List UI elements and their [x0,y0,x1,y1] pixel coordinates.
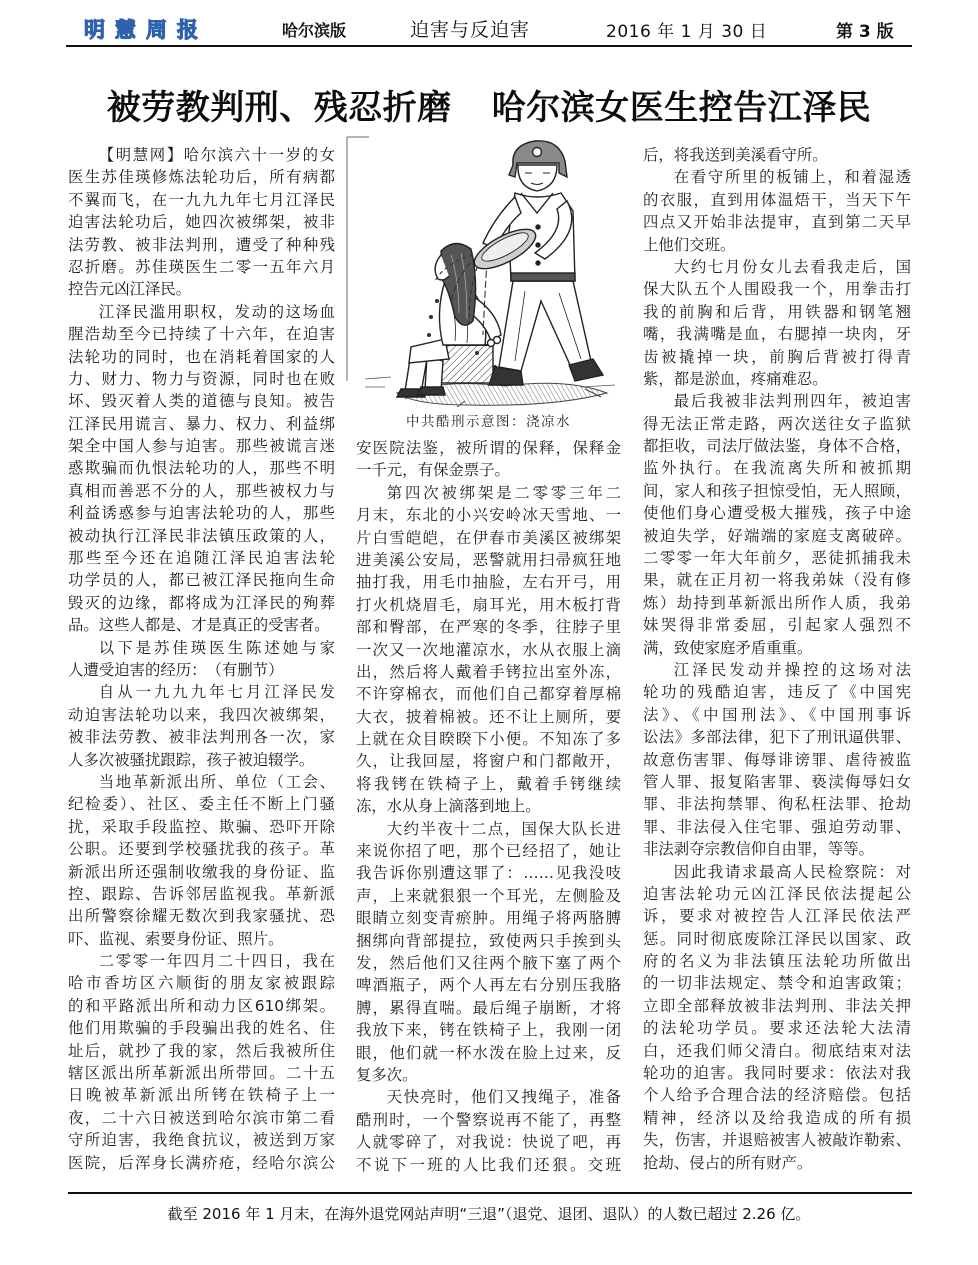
statement-text-line: 医院，后浑身长满疥疮，经哈尔滨公 [68,1153,335,1172]
intro-text-line: 迫害法轮功后，她四次被绑架，被非 [68,213,335,232]
column-1 [68,144,335,1175]
statement-text-line: 眼睛立刻变青瘀肿。用绳子将两胳膊 [356,909,621,928]
statement-text-line: 部和臀部，在严寒的冬季，往脖子里 [356,618,621,637]
statement-text-line: 在看守所里的板铺上，和着湿透 [673,168,911,187]
statement-text-line: 扰，采取手段监控、欺骗、恐吓开除 [68,817,335,836]
intro-text-line: 法劳教、被非法判刑，遭受了种种残 [68,235,335,254]
edition-label: 哈尔滨版 [282,21,347,40]
intro-text-line: 忍折磨。苏佳瑛医生二零一五年六月 [68,257,335,276]
statement-text-line: 冻，水从身上滴落到地上。 [356,797,541,816]
statement-text-line: 四点又开始非法提审，直到第二天早 [643,213,911,232]
statement-text-line: 因此我请求最高人民检察院：对 [673,862,911,881]
statement-text-line: 二零零一年四月二十四日，我在 [98,952,335,971]
figure-caption: 中共酷刑示意图：浇凉水 [406,414,571,430]
statement-text-line: 故意伤害罪、侮辱诽谤罪、虐待被监 [643,750,911,769]
statement-text-line: 的一切非法规定、禁令和迫害政策； [643,974,911,993]
intro-text-line: 人遭受迫害的经历： （有删节） [68,660,284,679]
statement-text-line: 控、跟踪、告诉邻居监视我。革新派 [68,884,335,903]
statement-text-line: 人多次被骚扰跟踪，孩子被迫辍学。 [68,750,315,769]
statement-text-line: 出所警察徐耀无数次到我家骚扰、恐 [68,907,335,926]
statement-text-line: 惩。同时彻底废除江泽民以国家、政 [643,929,911,948]
statement-text-line: 天快亮时，他们又拽绳子，准备 [386,1088,621,1107]
intro-text-line: 以下是苏佳瑛医生陈述她与家 [98,638,335,657]
statement-text-line: 管人罪、报复陷害罪、亵渎侮辱妇女 [643,772,911,791]
statement-text-line: 齿被撬掉一块，前胸后背被打得青 [643,347,911,366]
frame [347,137,369,381]
torture-illustration [345,131,620,409]
statement-text-line: 抢劫、侵占的所有财产。 [643,1153,813,1172]
intro-text-line: 利益诱惑参与迫害法轮功的人，那些 [68,504,335,523]
statement-text-line: 发，然后他们又往两个腋下塞了两个 [356,953,621,972]
statement-text-line: 纪检委）、社区、委主任不断上门骚 [68,795,335,814]
statement-text-line: 满，致使家庭矛盾重重。 [643,638,813,657]
statement-text-line: 被非法劳教、被非法判刑各一次，家 [68,728,335,747]
statement-text-line: 炼）劫持到革新派出所作人质，我弟 [643,593,911,612]
statement-text-line: 的衣服，直到用体温焐干，当天下午 [643,190,911,209]
statement-text-line: 夜，二十六日被送到哈尔滨市第二看 [68,1108,335,1127]
statement-text-line: 守所迫害，我绝食抗议，被送到万家 [68,1131,335,1150]
statement-text-line: 第四次被绑架是二零零三年二 [386,483,621,502]
statement-text-line: 轮功的迫害。我同时要求：依法对我 [643,1064,911,1083]
statement-text-line: 白，还我们师父清白。彻底结束对法 [643,1041,911,1060]
intro-text-line: 法轮功的同时，也在消耗着国家的人 [68,347,335,366]
publication-logo: 明慧周报 [84,18,208,42]
statement-text-line: 我告诉你别遭这罪了：……见我没吱 [356,864,621,883]
statement-text-line: 久，让我回屋，将窗户和门都敞开， [356,752,621,771]
statement-text-line: 抽打我，用毛巾抽脸，左右开弓，用 [356,573,621,592]
statement-text-line: 膊，累得直喘。最后绳子崩断，才将 [356,998,621,1017]
statement-text-line: 精神，经济以及给我造成的所有损 [643,1108,911,1127]
statement-text-line: 出，然后将人戴着手铐拉出室外冻， [356,662,621,681]
statement-text-line: 人就零碎了，对我说：快说了吧，再 [356,1133,621,1152]
statement-text-line: 自从一九九九年七月江泽民发 [98,683,335,702]
statement-text-line: 罪、非法侵入住宅罪、强迫劳动罪、 [643,817,911,836]
statement-text-line: 诉，要求对被控告人江泽民依法严 [643,907,911,926]
statement-text-line: 的和平路派出所和动力区610绑架。 [68,996,335,1015]
headline-part-2: 哈尔滨女医生控告江泽民 [491,88,872,128]
footer-rule [68,1192,912,1194]
statement-text-line: 紫，都是淤血，疼痛难忍。 [643,369,828,388]
statement-text-line: 安医院法鉴，被所谓的保释，保释金 [356,439,621,457]
statement-text-line: 立即全部释放被非法判刑、非法关押 [643,996,911,1015]
statement-text-line: 个人给予合理合法的经济赔偿。包括 [643,1086,911,1105]
statement-text-line: 法》、《中国刑法》、《中国刑事诉 [643,705,911,724]
statement-text-line: 进美溪公安局，恶警就用扫帚疯狂地 [356,550,621,569]
statement-text-line: 大衣，披着棉被。还不让上厕所，要 [356,707,621,726]
statement-text-line: 讼法》多部法律，犯下了刑讯逼供罪、 [643,728,911,747]
statement-text-line: 轮功的残酷迫害，违反了《中国宪 [643,683,911,702]
intro-text-line: 腥浩劫至今已持续了十六年，在迫害 [68,325,335,344]
statement-text-line: 他们用欺骗的手段骗出我的姓名、住 [68,1019,335,1038]
statement-text-line: 失，伤害，并退赔被害人被敲诈勒索、 [643,1131,911,1150]
statement-text-line: 嘴，我满嘴是血，右腮掉一块肉，牙 [643,325,911,344]
section-label: 迫害与反迫害 [410,19,531,41]
headline-part-1: 被劳教判刑、残忍折磨 [106,88,452,128]
statement-text-line: 当地革新派出所、单位（工会、 [98,772,335,791]
intro-text-line: 【明慧网】哈尔滨六十一岁的女 [98,146,335,164]
intro-text-line: 品。这些人都是、才是真正的受害者。 [68,616,330,635]
statement-text-line: 的法轮功学员。要求还法轮大法清 [643,1019,911,1038]
statement-text-line: 江泽民发动并操控的这场对法 [673,660,911,679]
statement-text-line: 啤酒瓶子，两个人再左右分别压我胳 [356,976,621,995]
statement-text-line: 上就在众目睽睽下小便。不知冻了多 [356,730,621,749]
header-rule [66,45,912,47]
column-2-text [356,437,621,1177]
intro-text-line: 不翼而飞，在一九九九年七月江泽民 [68,190,335,209]
statement-text-line: 酷刑时，一个警察说再不能了，再整 [356,1110,621,1129]
statement-text-line: 不说下一班的人比我们还狠。交班 [356,1155,621,1174]
statement-text-line: 监外执行。在我流离失所和被抓期 [643,459,911,478]
statement-text-line: 辖区派出所革新派出所带回。二十五 [68,1064,335,1083]
statement-text-line: 罪、非法拘禁罪、徇私枉法罪、抢劫 [643,795,911,814]
statement-text-line: 后，将我送到美溪看守所。 [643,146,828,164]
intro-text-line: 江泽民用谎言、暴力、权力、利益绑 [68,414,335,433]
statement-text-line: 保大队五个人围殴我一个，用拳击打 [643,280,911,299]
statement-text-line: 动迫害法轮功以来，我四次被绑架， [68,705,335,724]
issue-date: 2016 年 1 月 30 日 [606,22,768,42]
statement-text-line: 一千元，有保金票子。 [356,461,510,480]
statement-text-line: 迫害法轮功元凶江泽民依法提起公 [643,884,911,903]
statement-text-line: 不许穿棉衣，而他们自己都穿着厚棉 [356,685,621,704]
statement-text-line: 府的名义为非法镇压法轮功所做出 [643,952,911,971]
intro-text-line: 医生苏佳瑛修炼法轮功后，所有病都 [68,168,335,187]
intro-text-line: 坏、毁灭着人类的道德与良知。被告 [68,392,335,411]
statement-text-line: 址后，就抄了我的家，然后我被所住 [68,1041,335,1060]
statement-text-line: 眼，他们就一杯水泼在脸上过来，反 [356,1043,621,1062]
statement-text-line: 二零零一年大年前夕，恶徒抓捕我未 [643,549,911,568]
statement-text-line: 我放下来，铐在铁椅子上，我刚一闭 [356,1021,621,1040]
intro-text-line: 被动执行江泽民非法镇压政策的人， [68,526,335,545]
statement-text-line: 哈市香坊区六顺街的朋友家被跟踪 [68,974,335,993]
statement-text-line: 妹哭得非常委屈，引起家人强烈不 [643,616,911,635]
footer-notice: 截至 2016 年 1 月末，在海外退党网站声明“三退”（退党、退团、退队）的人数已超过 2.26 亿。 [167,1205,811,1223]
statement-text-line: 日晚被革新派出所铐在铁椅子上一 [68,1086,335,1105]
statement-text-line: 将我铐在铁椅子上，戴着手铐继续 [356,774,621,793]
statement-text-line: 来说你招了吧，那个已经招了，她让 [356,842,621,861]
statement-text-line: 都拒收，司法厅做法鉴，身体不合格， [643,437,911,456]
statement-text-line: 被迫失学，好端端的家庭支离破碎。 [643,526,911,545]
intro-text-line: 力、财力、物力与资源，同时也在败 [68,369,335,388]
statement-text-line: 我的前胸和后背，用铁器和钢笔翘 [643,302,911,321]
statement-text-line: 大约半夜十二点，国保大队长进 [386,819,621,838]
statement-text-line: 打火机烧眉毛，扇耳光，用木板打背 [356,595,621,614]
statement-text-line: 得无法正常走路，两次送往女子监狱 [643,414,911,433]
statement-text-line: 复多次。 [356,1065,418,1084]
intro-text-line: 江泽民滥用职权，发动的这场血 [98,302,335,321]
statement-text-line: 声，上来就狠狠一个耳光，左侧脸及 [356,886,621,905]
statement-text-line: 非法剥夺宗教信仰自由罪，等等。 [643,840,874,859]
statement-text-line: 捆绑向背部提拉，致使两只手挨到头 [356,931,621,950]
statement-text-line: 上他们交班。 [643,235,736,254]
statement-text-line: 使他们身心遭受极大摧残，孩子中途 [643,504,911,523]
headline [0,80,978,129]
statement-text-line: 吓、监视、索要身份证、照片。 [68,929,284,948]
intro-text-line: 毁灭的边缘，都将成为江泽民的殉葬 [68,593,335,612]
statement-text-line: 公职。还要到学校骚扰我的孩子。革 [68,840,335,859]
statement-text-line: 月末，东北的小兴安岭冰天雪地、一 [356,506,621,525]
statement-text-line: 果，就在正月初一将我弟妹（没有修 [643,571,911,590]
intro-text-line: 惑欺骗而仇恨法轮功的人，那些不明 [68,459,335,478]
statement-text-line: 一次又一次地灌凉水，水从衣服上滴 [356,640,621,659]
statement-text-line: 片白雪皑皑，在伊春市美溪区被绑架 [356,528,621,547]
statement-text-line: 新派出所还强制收缴我的身份证、监 [68,862,335,881]
statement-text-line: 最后我被非法判刑四年，被迫害 [673,392,911,411]
intro-text-line: 真相而善恶不分的人，那些被权力与 [68,481,335,500]
page-number: 第 3 版 [836,22,894,42]
intro-text-line: 架全中国人参与迫害。那些被谎言迷 [68,437,335,456]
illustration [345,131,620,409]
intro-text-line: 控告元凶江泽民。 [68,280,192,299]
statement-text-line: 间，家人和孩子担惊受怕，无人照顾， [643,481,911,500]
statement-text-line: 大约七月份女儿去看我走后，国 [673,257,911,276]
column-3 [643,144,911,1175]
intro-text-line: 那些至今还在追随江泽民迫害法轮 [68,549,335,568]
intro-text-line: 功学员的人，都已被江泽民拖向生命 [68,571,335,590]
